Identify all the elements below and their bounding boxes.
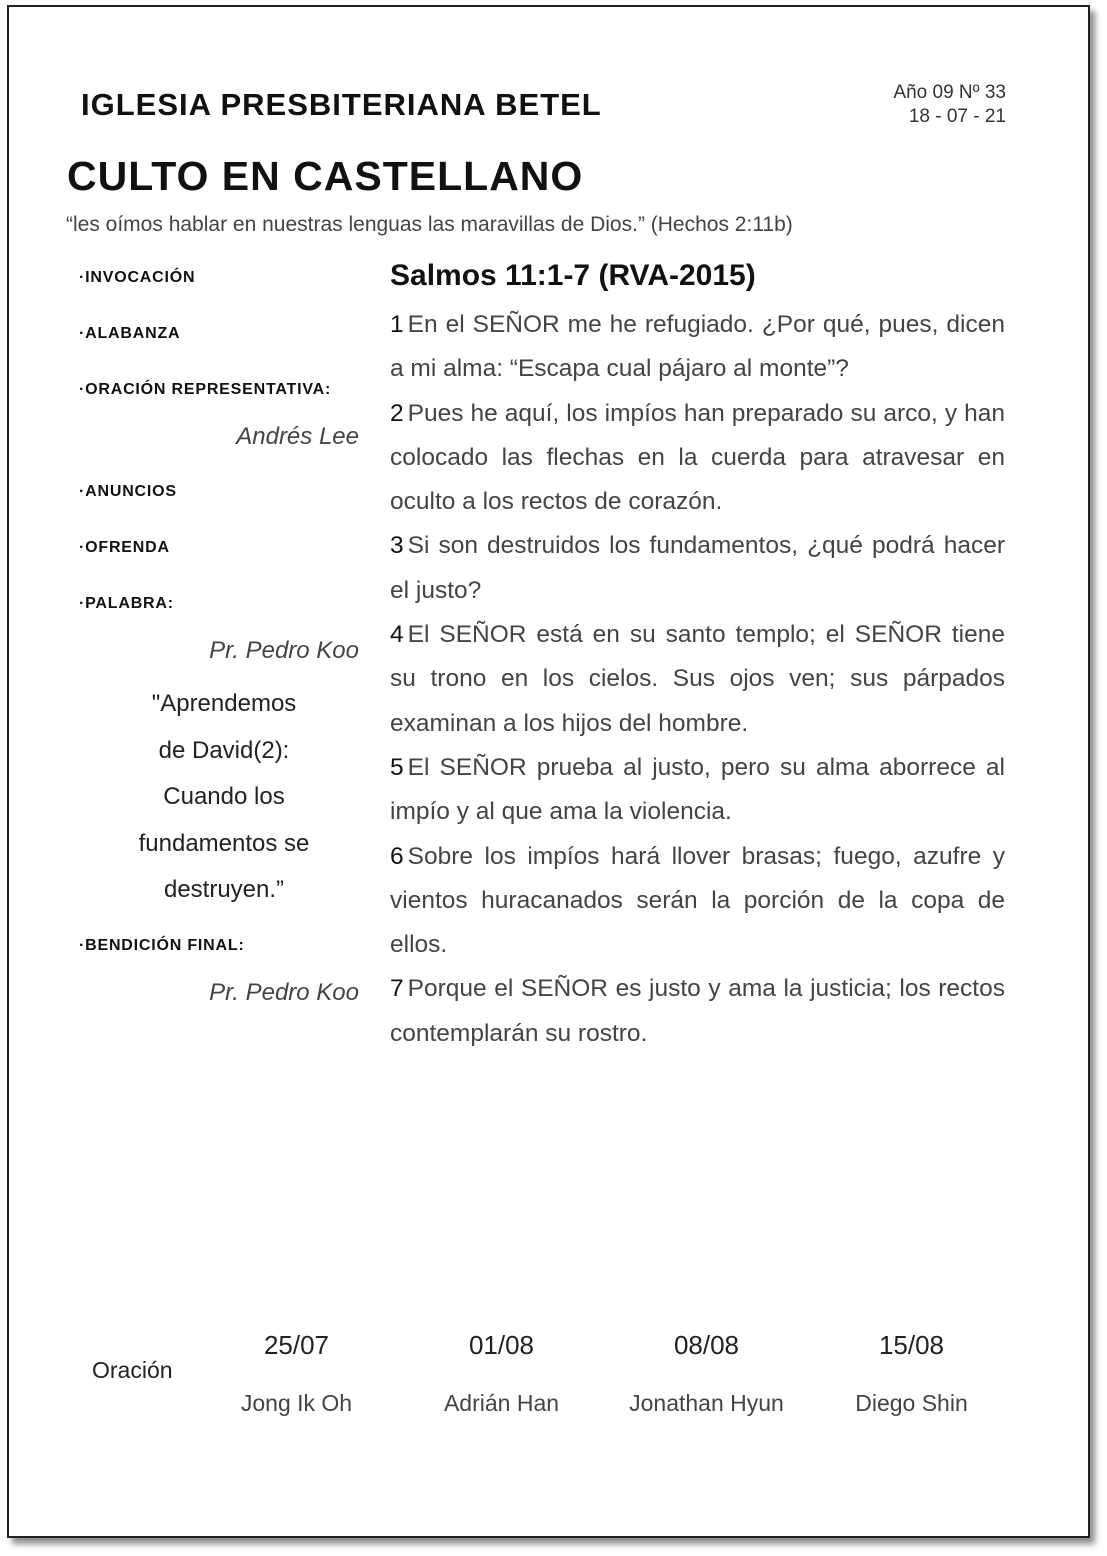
prayer-date: 08/08 — [673, 1330, 740, 1360]
item-ofrenda: ·OFRENDA — [79, 539, 170, 556]
verse — [390, 303, 1005, 392]
issue-info — [893, 81, 1006, 129]
verse-text: Si son destruidos los fundamentos, ¿qué podrá hacer el justo? — [390, 532, 1005, 604]
item-anuncios: ·ANUNCIOS — [79, 483, 177, 500]
item-palabra: ·PALABRA: — [79, 595, 174, 612]
verse — [390, 524, 1005, 613]
item-alabanza: ·ALABANZA — [79, 325, 181, 342]
verse — [390, 613, 1005, 746]
sermon-line: fundamentos se — [138, 829, 310, 857]
issue-number: Año 09 Nº 33 — [893, 82, 1006, 103]
prayer-schedule — [194, 1330, 1014, 1417]
verse-text: Porque el SEÑOR es justo y ama la justicia; los rectos contemplarán su rostro. — [390, 975, 1005, 1047]
item-bendicion: ·BENDICIÓN FINAL: — [79, 937, 245, 954]
prayer-person: Diego Shin — [855, 1390, 968, 1416]
bendicion-preacher: Pr. Pedro Koo — [209, 979, 359, 1006]
verse — [390, 967, 1005, 1056]
verse-number: 6 — [390, 842, 404, 870]
verse-number: 2 — [390, 399, 404, 427]
item-oracion: ·ORACIÓN REPRESENTATIVA: — [79, 381, 332, 398]
verse-number: 1 — [390, 311, 404, 338]
sermon-line: destruyen.” — [163, 876, 285, 903]
passage-title: Salmos 11:1-7 (RVA-2015) — [390, 259, 756, 292]
palabra-preacher: Pr. Pedro Koo — [209, 637, 359, 664]
verse-text: En el SEÑOR me he refugiado. ¿Por qué, pues, dicen a mi alma: “Escapa cual pájaro al monte”? — [390, 311, 1005, 383]
oracion-leader: Andrés Lee — [236, 423, 359, 450]
sermon-line: "Aprendemos — [151, 690, 297, 717]
verse-list — [390, 303, 1005, 1056]
prayer-schedule-label: Oración — [92, 1357, 173, 1383]
prayer-date: 25/07 — [263, 1330, 330, 1360]
scripture-passage — [390, 259, 1005, 1056]
issue-date: 18 - 07 - 21 — [908, 106, 1006, 127]
sermon-title — [79, 681, 369, 914]
prayer-date: 01/08 — [468, 1330, 535, 1360]
prayer-person: Jonathan Hyun — [629, 1390, 784, 1416]
prayer-entry — [604, 1330, 809, 1417]
verse-text: El SEÑOR prueba al justo, pero su alma aborrece al impío y al que ama la violencia. — [390, 753, 1005, 826]
verse-number: 4 — [390, 621, 404, 649]
prayer-date: 15/08 — [878, 1330, 945, 1360]
sermon-line: de David(2): — [158, 736, 290, 764]
prayer-person: Jong Ik Oh — [240, 1390, 353, 1416]
verse-number: 3 — [390, 532, 404, 560]
prayer-entry — [194, 1330, 399, 1417]
bulletin-page — [7, 5, 1090, 1538]
church-name: IGLESIA PRESBITERIANA BETEL — [81, 87, 602, 122]
prayer-person: Adrián Han — [443, 1390, 560, 1416]
prayer-entry — [399, 1330, 604, 1417]
verse-text: El SEÑOR está en su santo templo; el SEÑOR tiene su trono en los cielos. Sus ojos ven; sus párpados examinan a los hijos del hombre. — [390, 621, 1005, 737]
sermon-line: Cuando los — [163, 783, 285, 810]
prayer-entry — [809, 1330, 1014, 1417]
verse — [390, 392, 1005, 525]
service-title: CULTO EN CASTELLANO — [67, 153, 584, 199]
verse-text: Sobre los impíos hará llover brasas; fuego, azufre y vientos huracanados serán la porción de la copa de ellos. — [390, 842, 1005, 959]
verse — [390, 746, 1005, 835]
motto-quote: “les oímos hablar en nuestras lenguas las maravillas de Dios.” (Hechos 2:11b) — [66, 213, 793, 236]
verse-number: 5 — [390, 753, 404, 781]
verse-number: 7 — [390, 975, 404, 1003]
item-invocacion: ·INVOCACIÓN — [79, 269, 196, 286]
verse-text: Pues he aquí, los impíos han preparado su arco, y han colocado las flechas en la cuerda para atravesar en oculto a los rectos de corazón. — [390, 399, 1005, 516]
verse — [390, 835, 1005, 968]
